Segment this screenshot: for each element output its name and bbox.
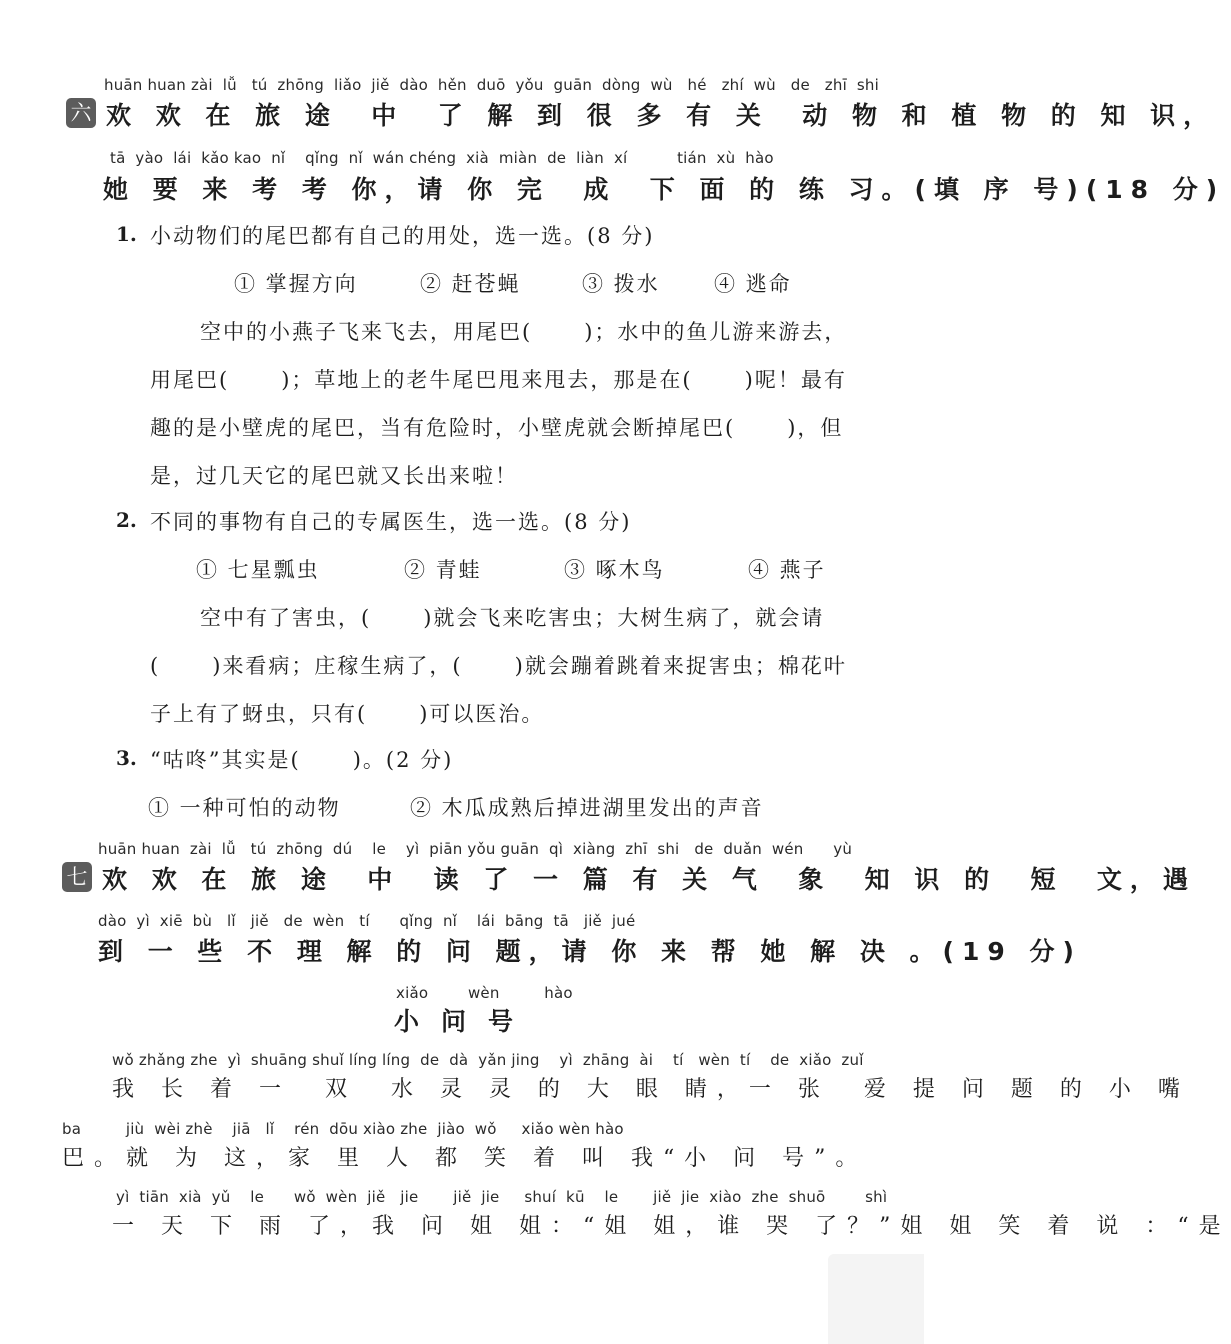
question1-passage-line3: 趣的是小壁虎的尾巴，当有危险时，小壁虎就会断掉尾巴( )，但: [150, 416, 844, 440]
question2-stem: 不同的事物有自己的专属医生，选一选。(8 分): [150, 510, 632, 534]
question3-option-1: ① 一种可怕的动物: [148, 796, 341, 820]
section6-heading-line1: 欢 欢 在 旅 途 中 了 解 到 很 多 有 关 动 物 和 植 物 的 知 识，: [106, 101, 1217, 130]
section7-heading-line1: 欢 欢 在 旅 途 中 读 了 一 篇 有 关 气 象 知 识 的 短 文，遇: [102, 865, 1196, 894]
article-p2-pinyin1: yì tiān xià yǔ le wǒ wèn jiě jie jiě jie shuí kū le jiě jie xiào zhe shuō shì: [116, 1188, 888, 1206]
question2-passage-line3: 子上有了蚜虫，只有( )可以医治。: [150, 702, 545, 726]
article-p2-line1: 一 天 下 雨 了，我 问 姐 姐：“姐 姐，谁 哭 了？”姐 姐 笑 着 说 ：“是: [112, 1214, 1231, 1239]
article-p1-pinyin1: wǒ zhǎng zhe yì shuāng shuǐ líng líng de dà yǎn jing yì zhāng ài tí wèn tí de xiǎo zuǐ: [112, 1051, 864, 1069]
section6-badge: 六: [66, 98, 96, 128]
article-p1-line2: 巴。就 为 这，家 里 人 都 笑 着 叫 我“小 问 号”。: [62, 1146, 868, 1171]
question2-passage-line2: ( )来看病；庄稼生病了，( )就会蹦着跳着来捉害虫；棉花叶: [150, 654, 847, 678]
page-corner-shade: [828, 1254, 924, 1344]
question2-option-1: ① 七星瓢虫: [196, 558, 320, 582]
question3-option-2: ② 木瓜成熟后掉进湖里发出的声音: [410, 796, 764, 820]
section6-pinyin-line1: huān huan zài lǚ tú zhōng liǎo jiě dào hěn duō yǒu guān dòng wù hé zhí wù de zhī shi: [104, 76, 879, 94]
article-p1-pinyin2: ba jiù wèi zhè jiā lǐ rén dōu xiào zhe jiào wǒ xiǎo wèn hào: [62, 1120, 624, 1138]
question1-option-4: ④ 逃命: [714, 272, 792, 296]
question2-option-4: ④ 燕子: [748, 558, 826, 582]
question1-passage-line2: 用尾巴( )；草地上的老牛尾巴甩来甩去，那是在( )呢！最有: [150, 368, 847, 392]
section7-heading-line2: 到 一 些 不 理 解 的 问 题，请 你 来 帮 她 解 决 。(19 分): [98, 937, 1082, 966]
question1-option-1: ① 掌握方向: [234, 272, 358, 296]
question2-option-3: ③ 啄木鸟: [564, 558, 665, 582]
question3-stem: “咕咚”其实是( )。(2 分): [150, 748, 454, 772]
question1-stem: 小动物们的尾巴都有自己的用处，选一选。(8 分): [150, 224, 655, 248]
article-title-pinyin: xiǎo wèn hào: [396, 984, 573, 1002]
question1-passage-line1: 空中的小燕子飞来飞去，用尾巴( )；水中的鱼儿游来游去，: [200, 320, 848, 344]
question2-passage-line1: 空中有了害虫，( )就会飞来吃害虫；大树生病了，就会请: [200, 606, 825, 630]
question1-number: 1.: [116, 222, 137, 246]
question2-number: 2.: [116, 508, 137, 532]
section6-heading-line2: 她 要 来 考 考 你，请 你 完 成 下 面 的 练 习。(填 序 号)(18 分): [103, 175, 1226, 204]
question1-passage-line4: 是，过几天它的尾巴就又长出来啦！: [150, 464, 518, 488]
question2-option-2: ② 青蛙: [404, 558, 482, 582]
section7-pinyin-line1: huān huan zài lǚ tú zhōng dú le yì piān yǒu guān qì xiàng zhī shi de duǎn wén yù: [98, 840, 853, 858]
question1-option-2: ② 赶苍蝇: [420, 272, 521, 296]
question3-number: 3.: [116, 746, 137, 770]
section6-pinyin-line2: tā yào lái kǎo kao nǐ qǐng nǐ wán chéng xià miàn de liàn xí tián xù hào: [110, 149, 774, 167]
article-p1-line1: 我 长 着 一 双 水 灵 灵 的 大 眼 睛，一 张 爱 提 问 题 的 小 嘴: [112, 1077, 1190, 1102]
section7-badge: 七: [62, 862, 92, 892]
article-title: 小问号: [394, 1007, 536, 1036]
section7-pinyin-line2: dào yì xiē bù lǐ jiě de wèn tí qǐng nǐ lái bāng tā jiě jué: [98, 912, 636, 930]
question1-option-3: ③ 拨水: [582, 272, 660, 296]
